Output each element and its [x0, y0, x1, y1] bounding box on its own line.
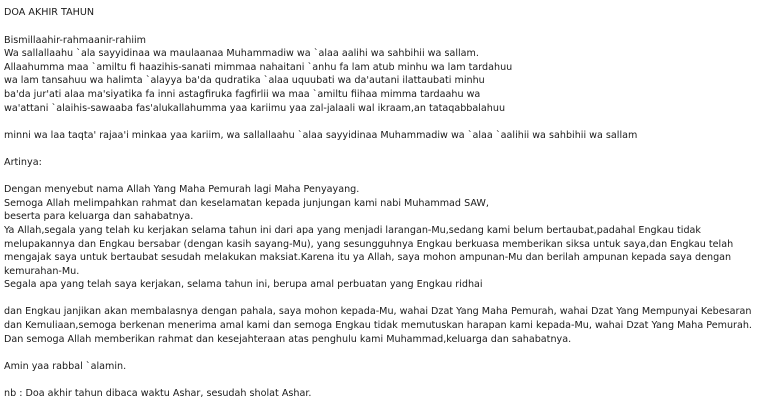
- amin-line: Amin yaa rabbal `alamin.: [4, 360, 127, 372]
- translation-line: Dan semoga Allah memberikan rahmat dan kesejahteraan atas penghulu kami Muhammad,keluarga dan sahabatnya.: [4, 333, 572, 345]
- translation-heading: Artinya:: [4, 156, 42, 168]
- spacer: [4, 115, 782, 129]
- translation-line: kemurahan-Mu.: [4, 265, 80, 277]
- document-page: [4, 6, 782, 401]
- spacer: [4, 142, 782, 156]
- translation-line: dan Engkau janjikan akan membalasnya dengan pahala, saya mohon kepada-Mu, wahai Dzat Yang Maha Pemurah, wahai Dzat Yang Mempunyai Kebesaran: [4, 306, 752, 318]
- spacer: [4, 20, 782, 34]
- prayer-line: Allaahumma maa `amiltu fi haazihis-sanati mimmaa nahaitani `anhu fa lam atub minhu wa lam tardahuu: [4, 61, 513, 73]
- translation-line: melupakannya dan Engkau bersabar (dengan kasih sayang-Mu), yang sesungguhnya Engkau berkuasa memberikan siksa untuk saya,dan Engkau telah: [4, 238, 734, 250]
- opening-line: Bismillaahir-rahmaanir-rahiim: [4, 34, 147, 46]
- spacer: [4, 170, 782, 184]
- translation-line: Ya Allah,segala yang telah ku kerjakan selama tahun ini dari apa yang menjadi larangan-Mu,sedang kami belum bertaubat,padahal Engkau tidak: [4, 224, 701, 236]
- spacer: [4, 373, 782, 387]
- closing-line: minni wa laa taqta' rajaa'i minkaa yaa kariim, wa sallallaahu `alaa sayyidinaa Muhammadiw wa `alaa `aalihii wa sahbihii wa sallam: [4, 129, 638, 141]
- prayer-line: wa'attani `alaihis-sawaaba fas'alukallahumma yaa kariimu yaa zal-jalaali wal ikraam,an tataqabbalahuu: [4, 102, 506, 114]
- prayer-line: Wa sallallaahu `ala sayyidinaa wa maulaanaa Muhammadiw wa `alaa aalihi wa sahbihii wa sallam.: [4, 48, 479, 60]
- prayer-line: wa lam tansahuu wa halimta `alayya ba'da qudratika `alaa uquubati wa da'autani ilattaubati minhu: [4, 75, 485, 87]
- spacer: [4, 346, 782, 360]
- note-line: nb : Doa akhir tahun dibaca waktu Ashar, sesudah sholat Ashar.: [4, 388, 312, 400]
- translation-line: beserta para keluarga dan sahabatnya.: [4, 211, 194, 223]
- prayer-line: ba'da jur'ati alaa ma'siyatika fa inni astagfiruka fagfirlii wa maa `amiltu fiihaa mimma tardaahu wa: [4, 88, 481, 100]
- translation-line: mengajak saya untuk bertaubat sesudah melakukan maksiat.Karena itu ya Allah, saya mohon ampunan-Mu dan berilah ampunan kepada saya dengan: [4, 252, 732, 264]
- translation-line: Semoga Allah melimpahkan rahmat dan keselamatan kepada junjungan kami nabi Muhammad SAW,: [4, 197, 489, 209]
- spacer: [4, 292, 782, 306]
- translation-line: dan Kemuliaan,semoga berkenan menerima amal kami dan semoga Engkau tidak memutuskan harapan kami kepada-Mu, wahai Dzat Yang Maha Pemurah.: [4, 320, 752, 332]
- translation-line: Dengan menyebut nama Allah Yang Maha Pemurah lagi Maha Penyayang.: [4, 184, 360, 196]
- document-title: DOA AKHIR TAHUN: [4, 7, 95, 18]
- translation-line: Segala apa yang telah saya kerjakan, selama tahun ini, berupa amal perbuatan yang Engkau ridhai: [4, 279, 483, 291]
